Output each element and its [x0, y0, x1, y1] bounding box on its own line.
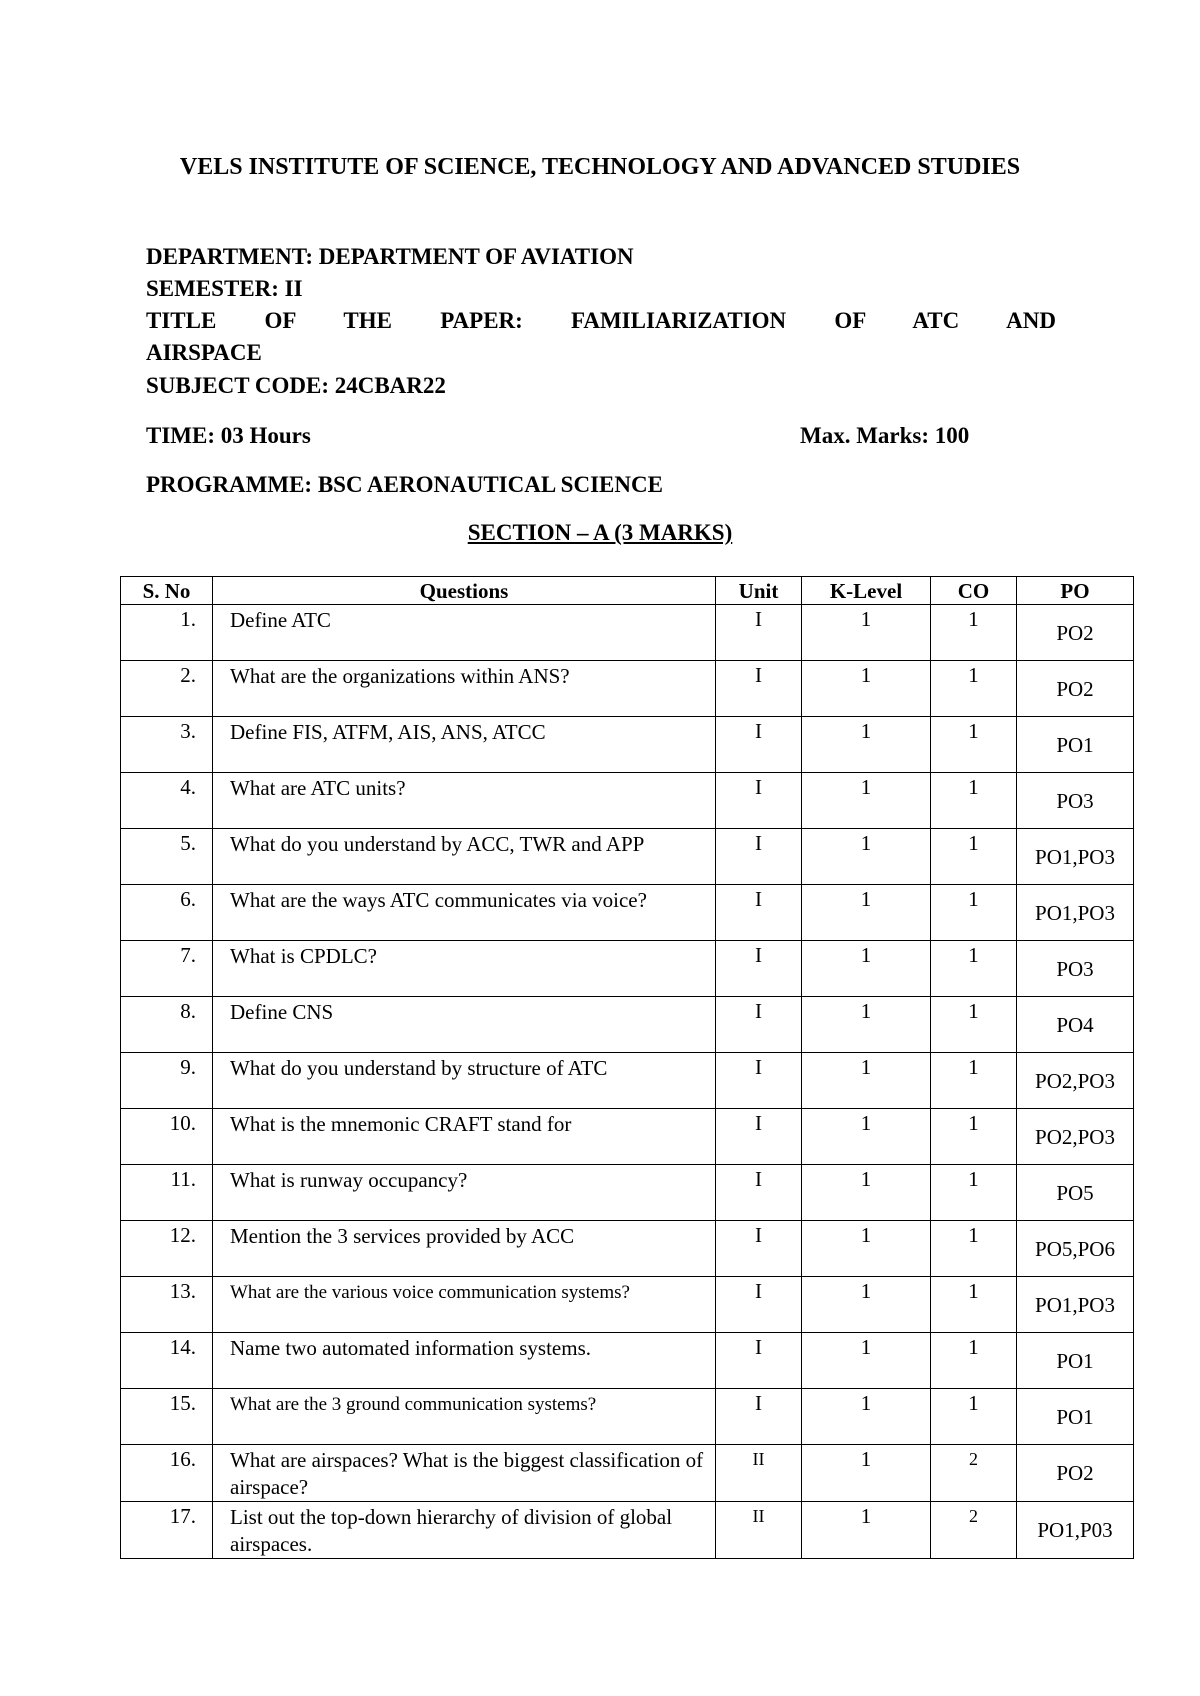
cell-question: Define CNS: [213, 997, 716, 1053]
cell-unit: I: [716, 1277, 802, 1333]
cell-question: What do you understand by ACC, TWR and APP: [213, 829, 716, 885]
table-row: [121, 1333, 1134, 1389]
table-row: [121, 605, 1134, 661]
cell-unit: I: [716, 1053, 802, 1109]
cell-co: 1: [931, 1053, 1017, 1109]
cell-sno: 13.: [121, 1277, 213, 1333]
table-row: [121, 717, 1134, 773]
cell-question: What are the 3 ground communication systems?: [213, 1389, 716, 1445]
cell-po: PO3: [1017, 773, 1134, 829]
cell-po: PO2,PO3: [1017, 1109, 1134, 1165]
cell-co: 1: [931, 1389, 1017, 1445]
cell-k-level: 1: [802, 1165, 931, 1221]
table-row: [121, 885, 1134, 941]
cell-sno: 2.: [121, 661, 213, 717]
cell-unit: I: [716, 717, 802, 773]
cell-unit: I: [716, 1165, 802, 1221]
cell-question: What are the various voice communication systems?: [213, 1277, 716, 1333]
cell-k-level: 1: [802, 717, 931, 773]
cell-k-level: 1: [802, 997, 931, 1053]
cell-po: PO1,P03: [1017, 1502, 1134, 1559]
cell-po: PO1,PO3: [1017, 885, 1134, 941]
table-row: [121, 1445, 1134, 1502]
cell-k-level: 1: [802, 1445, 931, 1502]
exam-time: TIME: 03 Hours: [146, 423, 311, 448]
cell-co: 1: [931, 773, 1017, 829]
table-row: [121, 1053, 1134, 1109]
cell-question: Name two automated information systems.: [213, 1333, 716, 1389]
column-header-questions: Questions: [213, 577, 716, 605]
cell-po: PO1,PO3: [1017, 1277, 1134, 1333]
cell-unit: II: [716, 1502, 802, 1559]
cell-unit: I: [716, 1333, 802, 1389]
cell-co: 1: [931, 1165, 1017, 1221]
subject-code-text: SUBJECT CODE: 24CBAR22: [146, 373, 446, 398]
semester-text: SEMESTER: II: [146, 276, 303, 301]
cell-po: PO1,PO3: [1017, 829, 1134, 885]
section-heading: SECTION – A (3 MARKS): [467, 520, 733, 545]
cell-sno: 8.: [121, 997, 213, 1053]
cell-sno: 7.: [121, 941, 213, 997]
table-row: [121, 1277, 1134, 1333]
cell-po: PO5,PO6: [1017, 1221, 1134, 1277]
cell-unit: I: [716, 941, 802, 997]
paper-title-text: TITLE OF THE PAPER: FAMILIARIZATION OF ATC AND: [146, 308, 1056, 333]
column-header-co: CO: [931, 577, 1017, 605]
table-row: [121, 773, 1134, 829]
cell-po: PO1: [1017, 1389, 1134, 1445]
cell-unit: I: [716, 773, 802, 829]
cell-k-level: 1: [802, 885, 931, 941]
cell-co: 1: [931, 997, 1017, 1053]
cell-unit: I: [716, 661, 802, 717]
cell-sno: 5.: [121, 829, 213, 885]
cell-k-level: 1: [802, 941, 931, 997]
cell-unit: II: [716, 1445, 802, 1502]
max-marks: Max. Marks: 100: [800, 423, 970, 448]
cell-k-level: 1: [802, 1502, 931, 1559]
table-row: [121, 1502, 1134, 1559]
cell-co: 1: [931, 829, 1017, 885]
cell-question: What are ATC units?: [213, 773, 716, 829]
column-header-unit: Unit: [716, 577, 802, 605]
paper-title-line-2: [146, 340, 1056, 366]
cell-sno: 12.: [121, 1221, 213, 1277]
cell-question: What is CPDLC?: [213, 941, 716, 997]
semester-line: [146, 276, 1056, 302]
cell-unit: I: [716, 1109, 802, 1165]
cell-po: PO1: [1017, 1333, 1134, 1389]
cell-co: 1: [931, 717, 1017, 773]
cell-k-level: 1: [802, 773, 931, 829]
cell-k-level: 1: [802, 1277, 931, 1333]
cell-question: Mention the 3 services provided by ACC: [213, 1221, 716, 1277]
cell-po: PO5: [1017, 1165, 1134, 1221]
cell-unit: I: [716, 997, 802, 1053]
table-row: [121, 1165, 1134, 1221]
cell-unit: I: [716, 829, 802, 885]
cell-co: 1: [931, 941, 1017, 997]
cell-question: What do you understand by structure of ATC: [213, 1053, 716, 1109]
cell-unit: I: [716, 1221, 802, 1277]
cell-po: PO2: [1017, 605, 1134, 661]
cell-question: What are the organizations within ANS?: [213, 661, 716, 717]
cell-question: List out the top-down hierarchy of division of global airspaces.: [213, 1502, 716, 1559]
cell-po: PO2: [1017, 1445, 1134, 1502]
cell-po: PO2: [1017, 661, 1134, 717]
cell-question: What is the mnemonic CRAFT stand for: [213, 1109, 716, 1165]
department-line: [146, 244, 1056, 270]
cell-unit: I: [716, 605, 802, 661]
paper-title-line: [146, 308, 1056, 334]
cell-sno: 10.: [121, 1109, 213, 1165]
paper-title-text-2: AIRSPACE: [146, 340, 262, 365]
cell-question: Define ATC: [213, 605, 716, 661]
cell-co: 1: [931, 605, 1017, 661]
cell-sno: 11.: [121, 1165, 213, 1221]
table-row: [121, 829, 1134, 885]
cell-co: 2: [931, 1445, 1017, 1502]
cell-co: 1: [931, 1333, 1017, 1389]
cell-k-level: 1: [802, 1333, 931, 1389]
cell-k-level: 1: [802, 1389, 931, 1445]
cell-k-level: 1: [802, 605, 931, 661]
cell-sno: 3.: [121, 717, 213, 773]
column-header-sno: S. No: [121, 577, 213, 605]
table-row: [121, 1389, 1134, 1445]
cell-question: What is runway occupancy?: [213, 1165, 716, 1221]
table-header-row: [121, 577, 1134, 605]
table-row: [121, 941, 1134, 997]
cell-sno: 17.: [121, 1502, 213, 1559]
institute-title: VELS INSTITUTE OF SCIENCE, TECHNOLOGY AND ADVANCED STUDIES: [179, 154, 1021, 180]
cell-co: 1: [931, 661, 1017, 717]
cell-k-level: 1: [802, 1221, 931, 1277]
cell-sno: 16.: [121, 1445, 213, 1502]
cell-po: PO1: [1017, 717, 1134, 773]
table-row: [121, 1109, 1134, 1165]
cell-co: 1: [931, 1277, 1017, 1333]
cell-sno: 1.: [121, 605, 213, 661]
cell-unit: I: [716, 1389, 802, 1445]
cell-unit: I: [716, 885, 802, 941]
cell-po: PO2,PO3: [1017, 1053, 1134, 1109]
cell-question: Define FIS, ATFM, AIS, ANS, ATCC: [213, 717, 716, 773]
cell-sno: 4.: [121, 773, 213, 829]
cell-k-level: 1: [802, 661, 931, 717]
cell-co: 1: [931, 1109, 1017, 1165]
questions-table: [120, 576, 1134, 1559]
cell-question: What are the ways ATC communicates via voice?: [213, 885, 716, 941]
cell-co: 2: [931, 1502, 1017, 1559]
cell-co: 1: [931, 1221, 1017, 1277]
cell-question: What are airspaces? What is the biggest classification of airspace?: [213, 1445, 716, 1502]
cell-po: PO4: [1017, 997, 1134, 1053]
cell-po: PO3: [1017, 941, 1134, 997]
table-row: [121, 997, 1134, 1053]
cell-co: 1: [931, 885, 1017, 941]
cell-sno: 14.: [121, 1333, 213, 1389]
cell-k-level: 1: [802, 829, 931, 885]
cell-k-level: 1: [802, 1053, 931, 1109]
subject-code-line: [146, 373, 1056, 399]
cell-sno: 6.: [121, 885, 213, 941]
cell-sno: 9.: [121, 1053, 213, 1109]
table-row: [121, 1221, 1134, 1277]
programme-line: PROGRAMME: BSC AERONAUTICAL SCIENCE: [146, 472, 663, 497]
table-row: [121, 661, 1134, 717]
column-header-k-level: K-Level: [802, 577, 931, 605]
column-header-po: PO: [1017, 577, 1134, 605]
cell-k-level: 1: [802, 1109, 931, 1165]
cell-sno: 15.: [121, 1389, 213, 1445]
department-text: DEPARTMENT: DEPARTMENT OF AVIATION: [146, 244, 634, 269]
